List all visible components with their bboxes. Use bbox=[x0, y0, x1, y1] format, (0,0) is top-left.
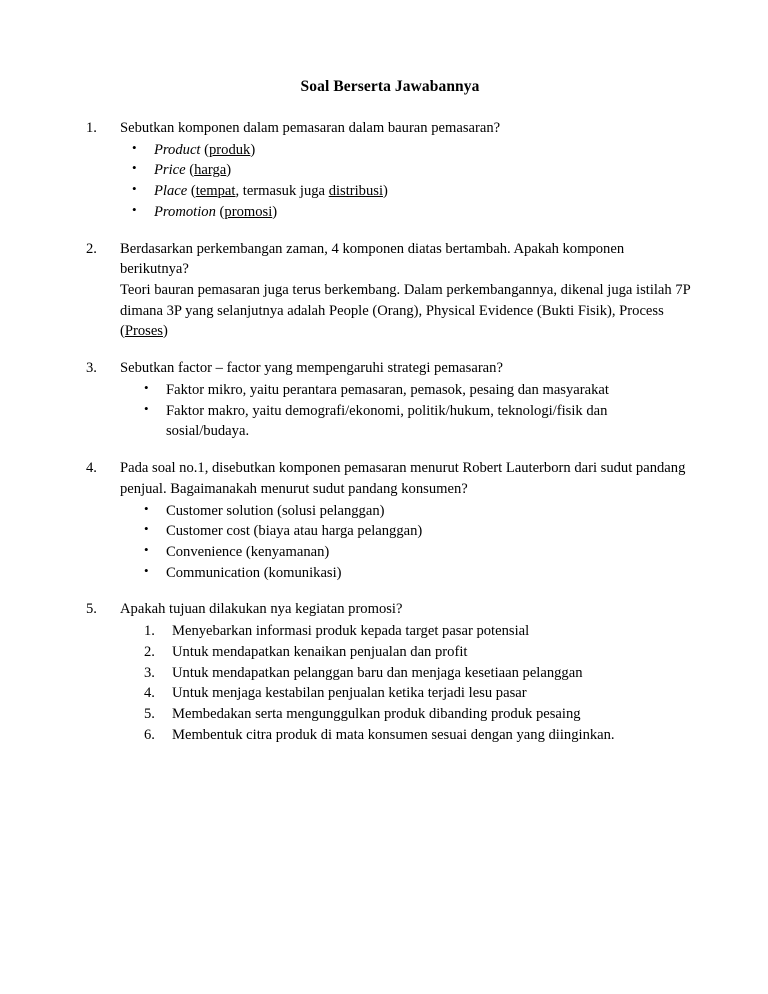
list-item bbox=[120, 140, 694, 161]
bullet-paren-close: ) bbox=[250, 141, 256, 158]
sub-text: Membedakan serta mengunggulkan produk dibanding produk pesaing bbox=[172, 705, 581, 722]
bullet-text: Communication (komunikasi) bbox=[166, 564, 342, 581]
page-title: Soal Berserta Jawabannya bbox=[300, 78, 480, 95]
bullet-paren-open: ( bbox=[185, 162, 195, 179]
bullet-translation: produk bbox=[209, 141, 251, 158]
bullet-translation: promosi bbox=[224, 203, 273, 220]
bullet-icon: • bbox=[144, 400, 149, 416]
questions-list bbox=[86, 118, 694, 745]
sub-number: 1. bbox=[144, 623, 155, 640]
question-item-5 bbox=[86, 599, 694, 745]
answer-bullets-4 bbox=[120, 501, 694, 584]
question-item-2 bbox=[86, 239, 694, 343]
sub-text: Menyebarkan informasi produk kepada target pasar potensial bbox=[172, 623, 530, 640]
sub-number: 4. bbox=[144, 685, 155, 702]
question-text-5: Apakah tujuan dilakukan nya kegiatan promosi? bbox=[120, 601, 403, 618]
bullet-term: Product bbox=[154, 141, 201, 158]
bullet-paren-close: ) bbox=[226, 162, 232, 179]
bullet-translation: harga bbox=[194, 162, 227, 179]
bullet-text: Customer solution (solusi pelanggan) bbox=[166, 502, 385, 519]
sub-number: 5. bbox=[144, 705, 155, 722]
list-item bbox=[120, 160, 694, 181]
sub-text: Untuk menjaga kestabilan penjualan ketika terjadi lesu pasar bbox=[172, 685, 527, 702]
sub-number: 6. bbox=[144, 726, 155, 743]
bullet-icon: • bbox=[144, 521, 149, 537]
bullet-paren-open: ( bbox=[200, 141, 209, 158]
bullet-term: Place bbox=[154, 183, 188, 200]
question-text-1: Sebutkan komponen dalam pemasaran dalam bauran pemasaran? bbox=[120, 120, 501, 136]
bullet-paren-close: ) bbox=[383, 183, 388, 200]
question-number-4: 4. bbox=[86, 460, 97, 477]
answer-underline-term: Proses bbox=[124, 323, 163, 340]
bullet-icon: • bbox=[132, 139, 137, 155]
list-item bbox=[120, 663, 694, 684]
list-item bbox=[120, 542, 694, 563]
bullet-translation: tempat bbox=[195, 183, 236, 200]
list-item bbox=[120, 521, 694, 542]
list-item bbox=[120, 181, 694, 202]
bullet-paren-open: ( bbox=[187, 183, 196, 200]
question-item-1 bbox=[86, 118, 694, 223]
sub-text: Membentuk citra produk di mata konsumen sesuai dengan yang diinginkan. bbox=[172, 726, 615, 743]
bullet-text: Convenience (kenyamanan) bbox=[166, 543, 330, 560]
bullet-icon: • bbox=[144, 379, 149, 395]
question-text-4: Pada soal no.1, disebutkan komponen pemasaran menurut Robert Lauterborn dari sudut pandang penjual. Bagaimanakah menurut sudut pandang konsumen? bbox=[120, 460, 686, 497]
bullet-translation-2: distribusi bbox=[328, 183, 384, 200]
sub-text: Untuk mendapatkan pelanggan baru dan menjaga kesetiaan pelanggan bbox=[172, 664, 583, 681]
answer-bullets-1 bbox=[120, 140, 694, 223]
answer-part-1: Teori bauran pemasaran juga terus berkembang. Dalam perkembangannya, dikenal juga istilah 7P dimana 3P yang selanjutnya adalah People (Orang), Physical Evidence (Bukti Fisik), Process ( bbox=[120, 282, 691, 340]
list-item bbox=[120, 725, 694, 746]
bullet-icon: • bbox=[144, 541, 149, 557]
answer-part-2: ) bbox=[162, 323, 168, 340]
question-number-5: 5. bbox=[86, 601, 97, 618]
list-item bbox=[120, 621, 694, 642]
answer-numbered-list-5 bbox=[120, 621, 694, 745]
bullet-icon: • bbox=[132, 160, 137, 176]
bullet-text: Faktor makro, yaitu demografi/ekonomi, politik/hukum, teknologi/fisik dan sosial/budaya. bbox=[166, 402, 608, 440]
list-item bbox=[120, 563, 694, 584]
sub-number: 2. bbox=[144, 643, 155, 660]
bullet-icon: • bbox=[132, 201, 137, 217]
bullet-paren-open: ( bbox=[215, 203, 225, 220]
list-item bbox=[120, 380, 694, 401]
list-item bbox=[120, 202, 694, 223]
bullet-icon: • bbox=[144, 562, 149, 578]
list-item bbox=[120, 642, 694, 663]
question-text-2: Berdasarkan perkembangan zaman, 4 komponen diatas bertambah. Apakah komponen berikutnya? bbox=[120, 240, 625, 278]
bullet-icon: • bbox=[144, 500, 149, 516]
answer-bullets-3 bbox=[120, 380, 694, 442]
sub-text: Untuk mendapatkan kenaikan penjualan dan profit bbox=[172, 643, 468, 660]
bullet-paren-close: ) bbox=[272, 203, 278, 220]
sub-number: 3. bbox=[144, 664, 155, 681]
list-item bbox=[120, 401, 694, 442]
question-text-3: Sebutkan factor – factor yang mempengaruhi strategi pemasaran? bbox=[120, 360, 503, 377]
question-number-2: 2. bbox=[86, 240, 97, 257]
question-number-1: 1. bbox=[86, 120, 97, 136]
bullet-text: Customer cost (biaya atau harga pelanggan) bbox=[166, 523, 423, 540]
bullet-text: Faktor mikro, yaitu perantara pemasaran, pemasok, pesaing dan masyarakat bbox=[166, 381, 609, 398]
question-item-4 bbox=[86, 458, 694, 583]
list-item bbox=[120, 501, 694, 522]
bullet-term: Price bbox=[154, 162, 186, 179]
question-number-3: 3. bbox=[86, 360, 97, 377]
list-item bbox=[120, 683, 694, 704]
question-item-3 bbox=[86, 358, 694, 442]
answer-text-2 bbox=[120, 280, 694, 342]
bullet-icon: • bbox=[132, 181, 137, 197]
list-item bbox=[120, 704, 694, 725]
bullet-mid-text: , termasuk juga bbox=[235, 183, 329, 200]
bullet-term: Promotion bbox=[154, 203, 216, 220]
